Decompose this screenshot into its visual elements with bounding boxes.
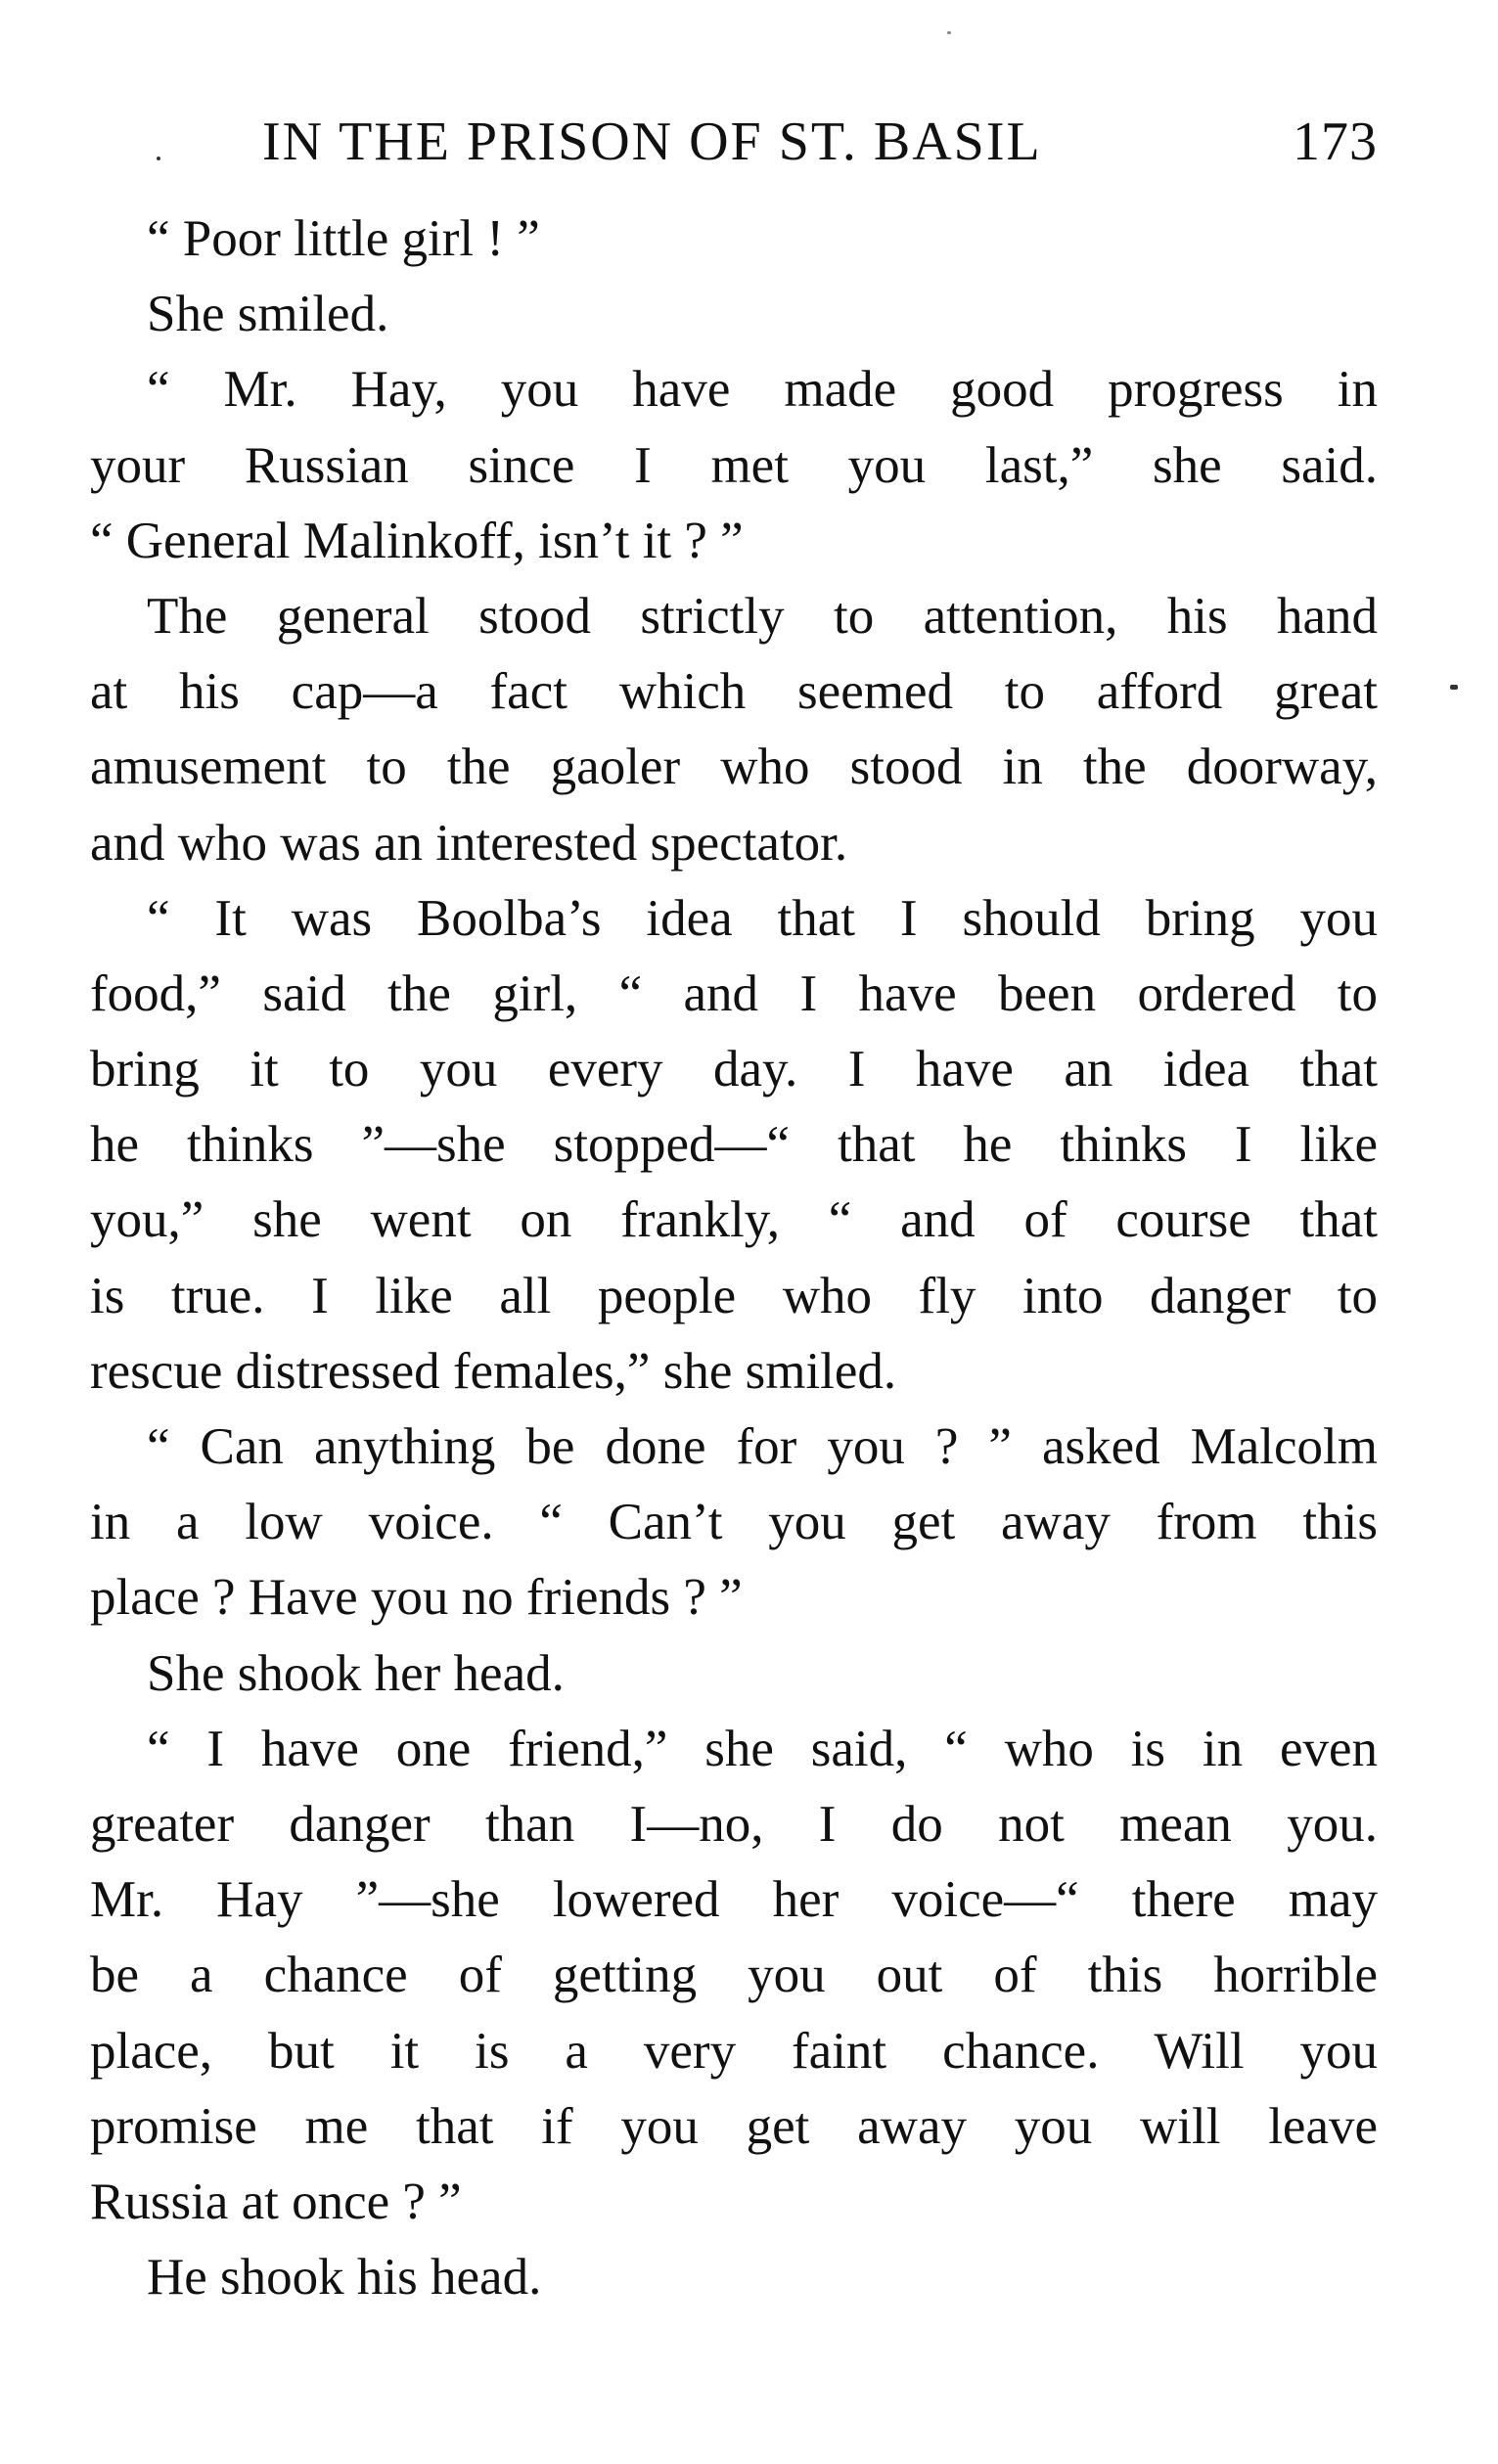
text-line: greater danger than I—no, I do not mean you. (90, 1795, 1378, 1853)
text-line: bring it to you every day. I have an idea that (90, 1041, 1378, 1098)
text-line: “ I have one friend,” she said, “ who is in even (147, 1720, 1378, 1777)
ink-speck (1450, 685, 1458, 690)
text-line: in a low voice. “ Can’t you get away from this (90, 1494, 1378, 1551)
text-line: be a chance of getting you out of this horrible (90, 1947, 1378, 2004)
text-line: rescue distressed females,” she smiled. (90, 1342, 897, 1400)
text-line: She shook her head. (147, 1644, 565, 1702)
text-line: you,” she went on frankly, “ and of course that (90, 1191, 1378, 1249)
text-line: promise me that if you get away you will leave (90, 2097, 1378, 2155)
text-line: place, but it is a very faint chance. Will you (90, 2022, 1378, 2080)
text-line: Russia at once ? ” (90, 2173, 462, 2230)
text-line: “ It was Boolba’s idea that I should bring you (147, 889, 1378, 947)
text-line: and who was an interested spectator. (90, 814, 848, 872)
running-title: IN THE PRISON OF ST. BASIL (262, 112, 1042, 172)
text-line: is true. I like all people who fly into danger to (90, 1267, 1378, 1324)
ink-speck (157, 157, 160, 160)
text-line: She smiled. (147, 286, 389, 343)
running-head (262, 108, 1378, 176)
text-line: amusement to the gaoler who stood in the doorway, (90, 739, 1378, 796)
text-line: your Russian since I met you last,” she said. (90, 436, 1378, 494)
text-line: “ Poor little girl ! ” (147, 210, 540, 267)
ink-speck (947, 31, 951, 34)
text-line: “ General Malinkoff, isn’t it ? ” (90, 512, 744, 569)
text-line: “ Mr. Hay, you have made good progress in (147, 361, 1378, 419)
text-line: at his cap—a fact which seemed to afford great (90, 663, 1378, 721)
text-line: The general stood strictly to attention, his hand (147, 587, 1378, 645)
body-text (90, 202, 1378, 2315)
text-line: place ? Have you no friends ? ” (90, 1569, 743, 1627)
text-line: Mr. Hay ”—she lowered her voice—“ there may (90, 1871, 1378, 1929)
text-line: he thinks ”—she stopped—“ that he thinks I like (90, 1116, 1378, 1174)
text-line: He shook his head. (147, 2249, 542, 2307)
page-number: 173 (1293, 112, 1378, 172)
text-line: “ Can anything be done for you ? ” asked Malcolm (147, 1418, 1378, 1475)
text-line: food,” said the girl, “ and I have been ordered to (90, 964, 1378, 1022)
